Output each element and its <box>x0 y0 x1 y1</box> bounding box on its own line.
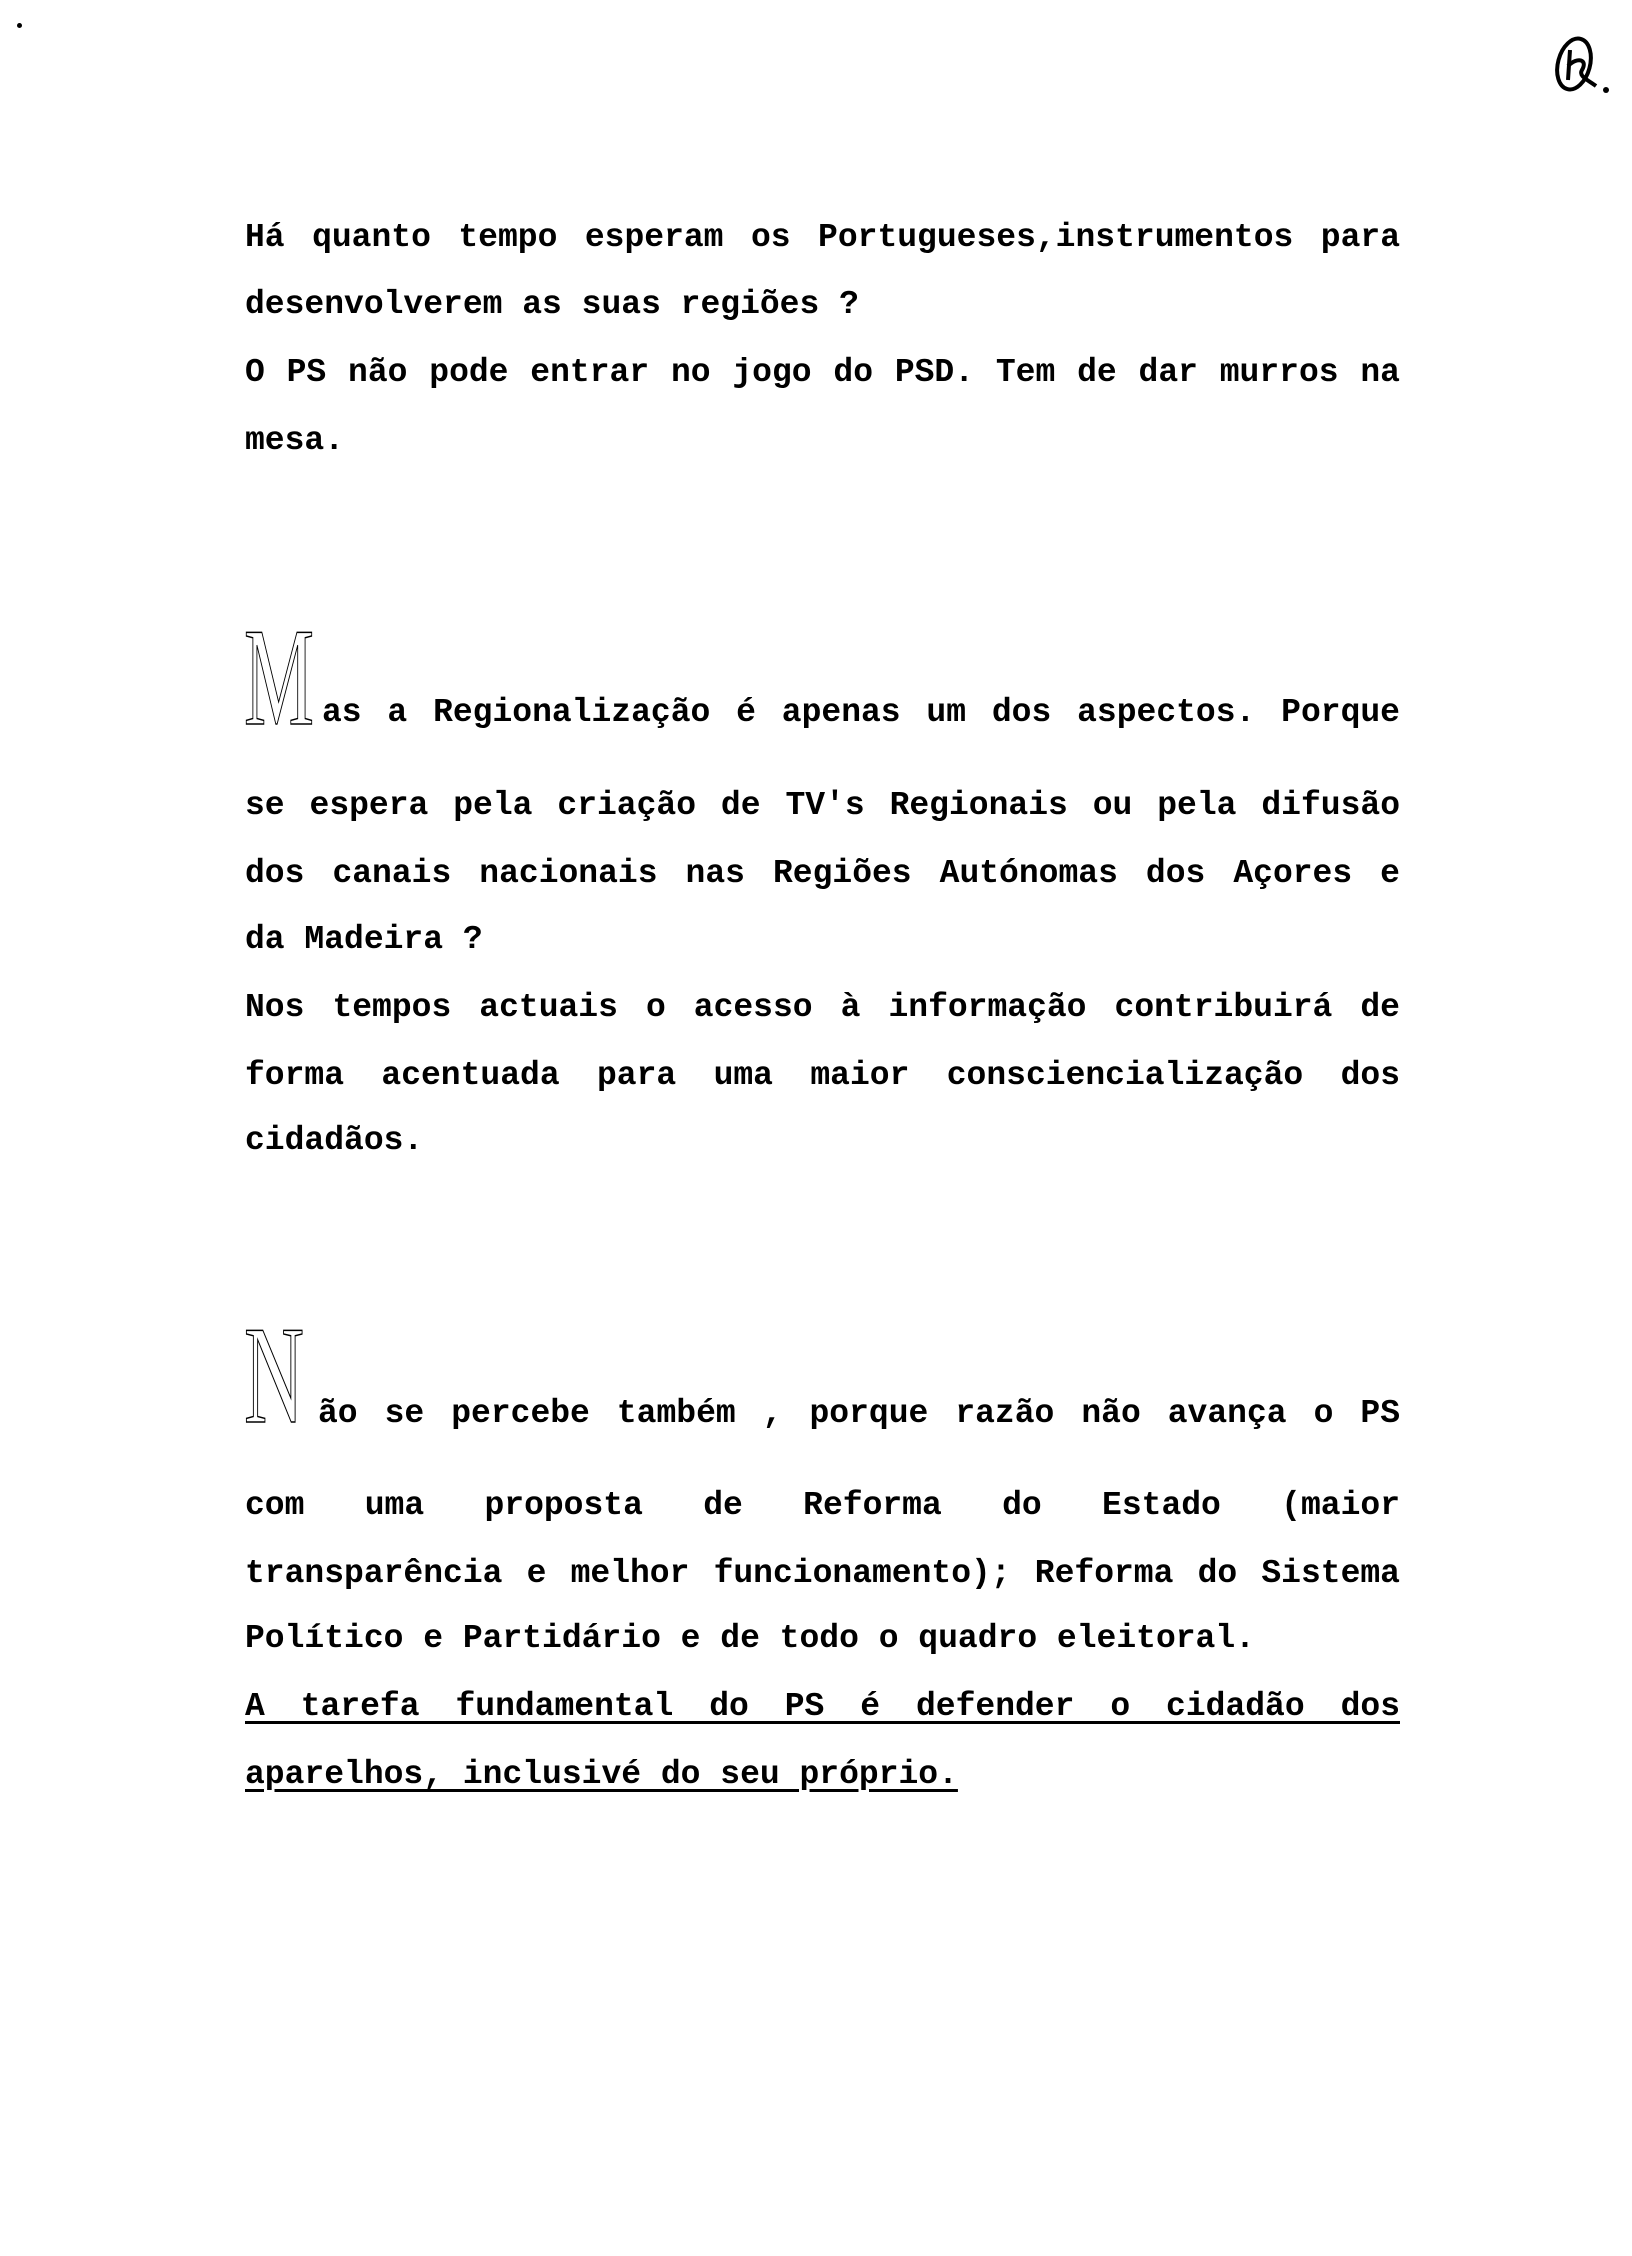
drop-cap-m <box>244 600 314 755</box>
text-line: cidadãos. <box>245 1122 424 1159</box>
text-line: O PS não pode entrar no jogo do PSD. Tem de dar murros na <box>245 354 1400 391</box>
scan-speck <box>17 23 22 28</box>
text-line: Político e Partidário e de todo o quadro eleitoral. <box>245 1620 1255 1657</box>
text-line: mesa. <box>245 422 345 459</box>
text-line: dos canais nacionais nas Regiões Autónomas dos Açores e <box>245 855 1400 892</box>
text-line: se espera pela criação de TV's Regionais ou pela difusão <box>245 787 1400 824</box>
text-line: com uma proposta de Reforma do Estado (maior <box>245 1487 1400 1524</box>
text-line: ão se percebe também , porque razão não avança o PS <box>318 1395 1400 1432</box>
svg-text:M: M <box>244 600 314 755</box>
text-line: forma acentuada para uma maior consciencialização dos <box>245 1057 1400 1094</box>
text-line: desenvolverem as suas regiões ? <box>245 286 859 323</box>
text-line: Nos tempos actuais o acesso à informação contribuirá de <box>245 989 1400 1026</box>
text-line: transparência e melhor funcionamento); Reforma do Sistema <box>245 1555 1400 1592</box>
text-line: as a Regionalização é apenas um dos aspectos. Porque <box>322 694 1400 731</box>
handwritten-initials-signature <box>1548 30 1618 100</box>
text-line: da Madeira ? <box>245 921 483 958</box>
drop-cap-n <box>244 1298 304 1453</box>
underlined-text-line: aparelhos, inclusivé do seu próprio. <box>245 1756 958 1793</box>
svg-text:N: N <box>244 1298 304 1453</box>
underlined-text-line: A tarefa fundamental do PS é defender o cidadão dos <box>245 1688 1400 1725</box>
text-line: Há quanto tempo esperam os Portugueses,instrumentos para <box>245 219 1400 256</box>
